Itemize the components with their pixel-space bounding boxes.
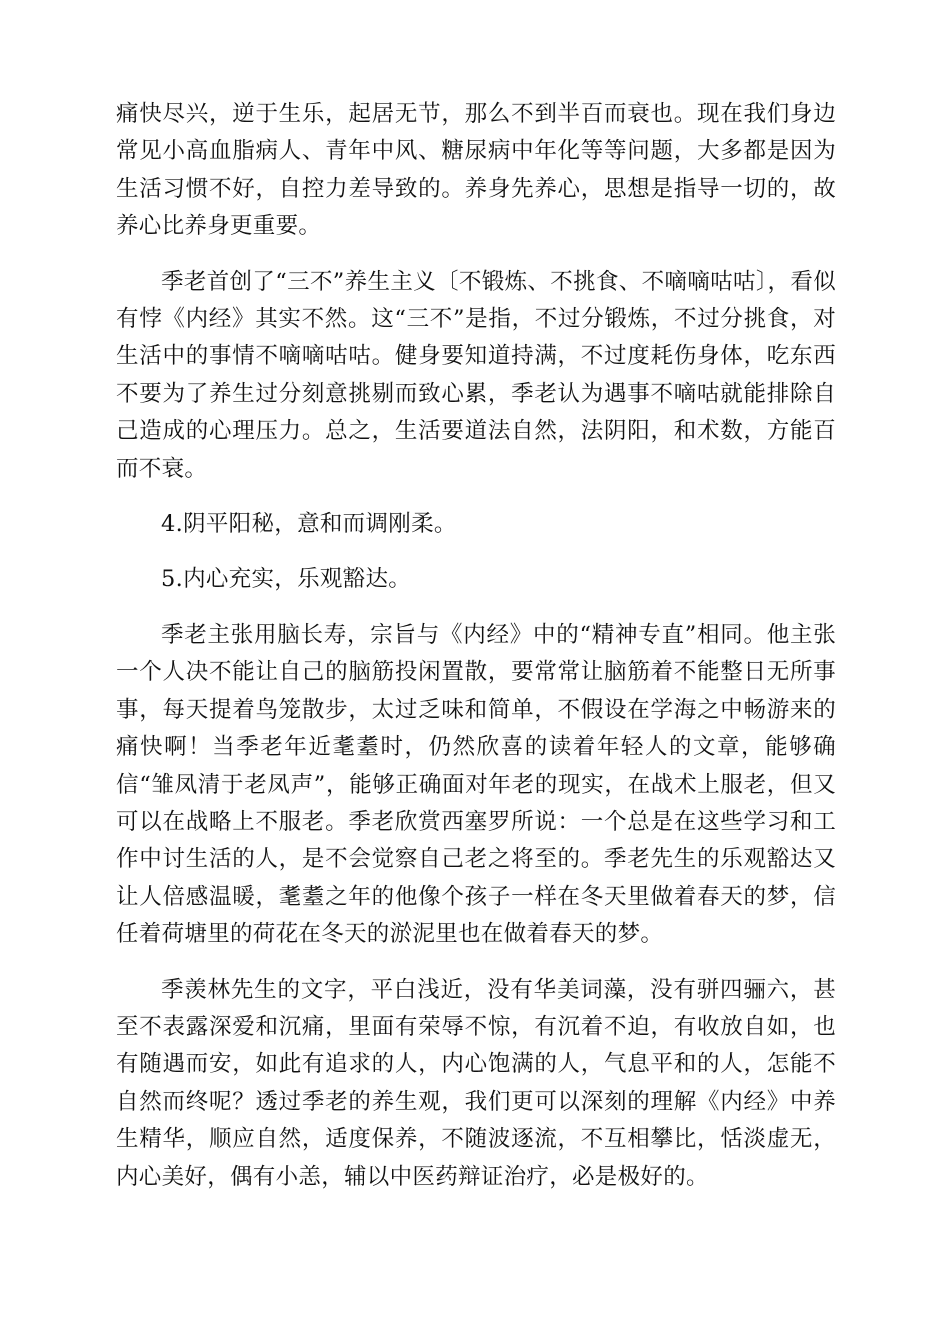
paragraph-conclusion: 季羡林先生的文字，平白浅近，没有华美词藻，没有骈四骊六，甚至不表露深爱和沉痛，里面有荣辱不惊，有沉着不迫，有收放自如，也有随遇而安，如此有追求的人，内心饱满的人，气息平和的人，怎能不自然而终呢？透过季老的养生观，我们更可以深刻的理解《内经》中养生精华，顺应自然，适度保养，不随波逐流，不互相攀比，恬淡虚无，内心美好，偶有小恙，辅以中医药辩证治疗，必是极好的。 xyxy=(116,976,836,1190)
list-item-yin-yang: 4.阴平阳秘，意和而调刚柔。 xyxy=(161,511,457,538)
paragraph-three-nots: 季老首创了“三不”养生主义〔不锻炼、不挑食、不嘀嘀咕咕〕，看似有悖《内经》其实不然。这“三不”是指，不过分锻炼，不过分挑食，对生活中的事情不嘀嘀咕咕。健身要知道持满，不过度耗伤身体，吃东西不要为了养生过分刻意挑剔而致心累，季老认为遇事不嘀咕就能排除自己造成的心理压力。总之，生活要道法自然，法阴阳，和术数，方能百而不衰。 xyxy=(116,268,836,482)
list-item-optimism: 5.内心充实，乐观豁达。 xyxy=(161,566,412,593)
document-page xyxy=(116,96,836,1214)
paragraph-brain-longevity: 季老主张用脑长寿，宗旨与《内经》中的“精神专直”相同。他主张一个人决不能让自己的脑筋投闲置散，要常常让脑筋着不能整日无所事事，每天提着鸟笼散步，太过乏味和简单，不假设在学海之中畅游来的痛快啊！当季老年近耄耋时，仍然欣喜的读着年轻人的文章，能够确信“雏凤清于老凤声”，能够正确面对年老的现实，在战术上服老，但又可以在战略上不服老。季老欣赏西塞罗所说：一个总是在这些学习和工作中讨生活的人，是不会觉察自己老之将至的。季老先生的乐观豁达又让人倍感温暖，耄耋之年的他像个孩子一样在冬天里做着春天的梦，信任着荷塘里的荷花在冬天的淤泥里也在做着春天的梦。 xyxy=(116,621,836,948)
paragraph-health-habits: 痛快尽兴，逆于生乐，起居无节，那么不到半百而衰也。现在我们身边常见小高血脂病人、青年中风、糖尿病中年化等等问题，大多都是因为生活习惯不好，自控力差导致的。养身先养心，思想是指导一切的，故养心比养身更重要。 xyxy=(116,101,836,240)
